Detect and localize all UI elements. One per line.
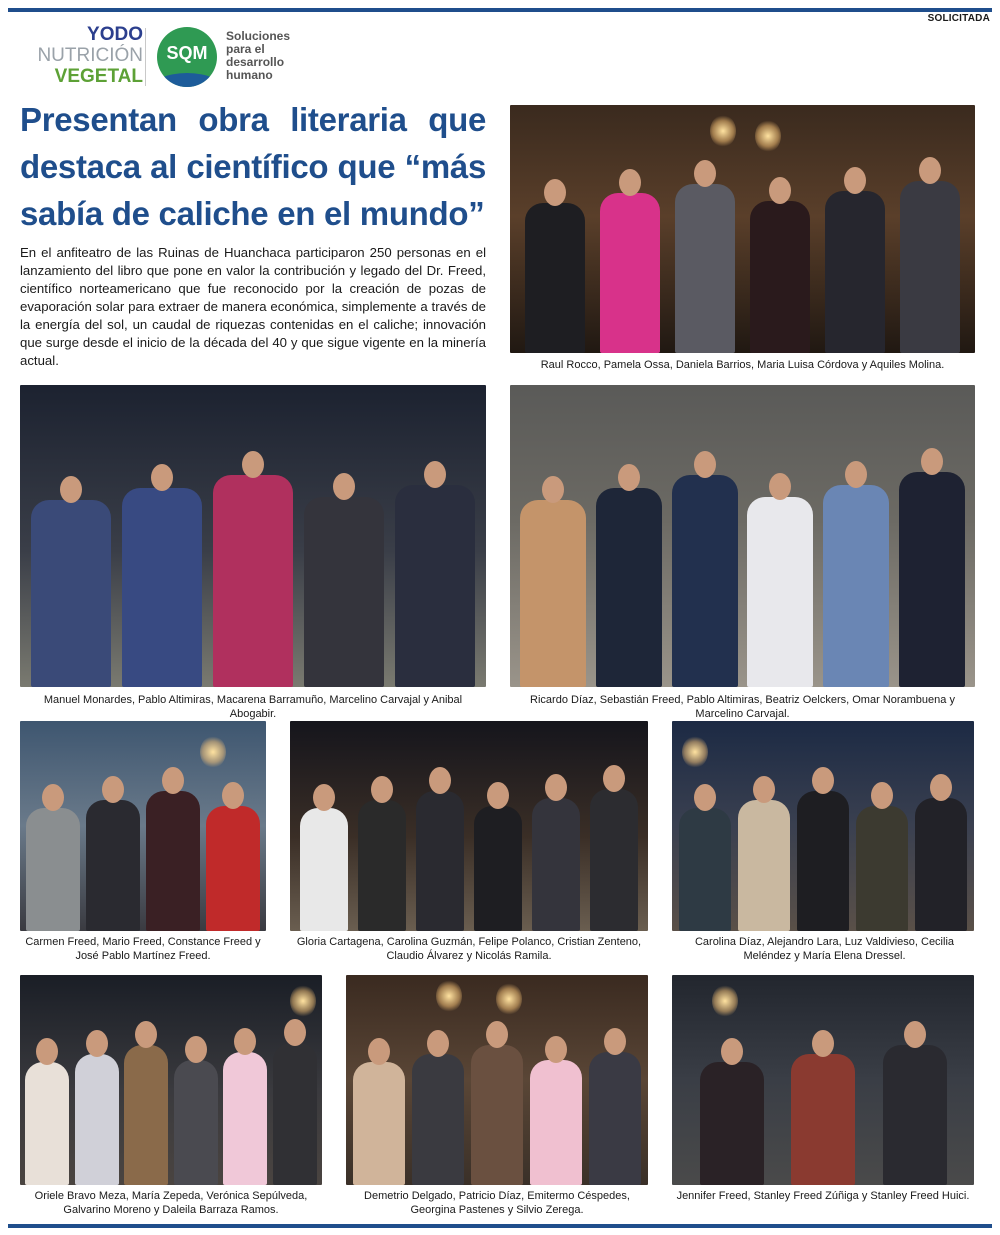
person-figure xyxy=(532,774,580,932)
event-photo-2 xyxy=(20,385,486,687)
person-body xyxy=(915,798,967,932)
person-figure xyxy=(395,461,475,688)
person-figure xyxy=(124,1021,168,1185)
person-body xyxy=(206,806,260,931)
person-body xyxy=(679,808,731,931)
brand-line-3: VEGETAL xyxy=(54,66,143,87)
person-figure xyxy=(679,784,731,931)
person-head xyxy=(721,1038,743,1065)
event-photo-4 xyxy=(20,721,266,931)
person-figure xyxy=(26,784,80,931)
person-head xyxy=(371,776,393,803)
person-body xyxy=(899,472,965,687)
person-head xyxy=(222,782,244,809)
person-figure xyxy=(900,157,960,353)
lamp-glow xyxy=(710,115,736,147)
brand-line-2: NUTRICIÓN xyxy=(37,45,143,66)
person-figure xyxy=(791,1030,855,1185)
article-headline: Presentan obra literaria que destaca al científico que “más sabía de caliche en el mundo” xyxy=(20,101,486,232)
person-figure xyxy=(747,473,813,687)
person-figure xyxy=(856,782,908,931)
person-figure xyxy=(474,782,522,931)
person-figure xyxy=(223,1028,267,1186)
photo-caption-8: Demetrio Delgado, Patricio Díaz, Emitermo Céspedes, Georgina Pastenes y Silvio Zerega. xyxy=(364,1190,630,1216)
person-figure xyxy=(675,160,735,353)
logo-text: SQM xyxy=(166,43,208,63)
person-body xyxy=(596,488,662,687)
event-photo-6 xyxy=(672,721,974,931)
person-figure xyxy=(122,464,202,687)
person-body xyxy=(31,500,111,687)
event-photo-3 xyxy=(510,385,975,687)
lamp-glow xyxy=(290,985,316,1017)
person-figure xyxy=(530,1036,582,1185)
person-body xyxy=(174,1060,218,1185)
person-body xyxy=(525,203,585,353)
lamp-glow xyxy=(496,983,522,1015)
person-head xyxy=(427,1030,449,1057)
person-body xyxy=(856,806,908,931)
person-figure xyxy=(300,784,348,931)
person-figure xyxy=(273,1019,317,1185)
person-body xyxy=(530,1060,582,1185)
person-head xyxy=(368,1038,390,1065)
person-body xyxy=(883,1045,947,1185)
person-figure xyxy=(823,461,889,688)
logo-wave-icon xyxy=(157,73,217,87)
person-body xyxy=(416,791,464,931)
brand-slogan: Soluciones para el desarrollo humano xyxy=(226,29,291,82)
person-body xyxy=(26,808,80,931)
top-rule xyxy=(8,8,992,12)
person-head xyxy=(604,1028,626,1055)
person-head xyxy=(234,1028,256,1055)
person-head xyxy=(930,774,952,801)
lamp-glow xyxy=(682,736,708,768)
person-figure xyxy=(600,169,660,353)
lamp-glow xyxy=(712,985,738,1017)
person-head xyxy=(618,464,640,491)
person-head xyxy=(333,473,355,500)
photo-caption-9: Jennifer Freed, Stanley Freed Zúñiga y Stanley Freed Huici. xyxy=(676,1190,970,1202)
person-figure xyxy=(525,179,585,353)
person-body xyxy=(25,1062,69,1185)
person-figure xyxy=(358,776,406,931)
person-head xyxy=(86,1030,108,1057)
photo-caption-7: Oriele Bravo Meza, María Zepeda, Verónica Sepúlveda, Galvarino Moreno y Daleila Barraza Ramos. xyxy=(34,1190,308,1216)
event-photo-9 xyxy=(672,975,974,1185)
event-photo-1 xyxy=(510,105,975,353)
person-body xyxy=(823,485,889,688)
person-head xyxy=(429,767,451,794)
person-figure xyxy=(86,776,140,931)
person-figure xyxy=(700,1038,764,1185)
person-head xyxy=(871,782,893,809)
person-figure xyxy=(797,767,849,931)
person-body xyxy=(747,497,813,687)
person-body xyxy=(304,497,384,687)
person-body xyxy=(700,1062,764,1185)
person-figure xyxy=(174,1036,218,1185)
person-head xyxy=(151,464,173,491)
person-body xyxy=(223,1052,267,1186)
person-body xyxy=(675,184,735,353)
person-body xyxy=(532,798,580,932)
person-body xyxy=(122,488,202,687)
person-figure xyxy=(915,774,967,932)
person-figure xyxy=(738,776,790,931)
person-figure xyxy=(213,451,293,687)
person-body xyxy=(797,791,849,931)
person-figure xyxy=(416,767,464,931)
lamp-glow xyxy=(755,120,781,152)
person-body xyxy=(471,1045,523,1185)
person-body xyxy=(791,1054,855,1185)
person-head xyxy=(135,1021,157,1048)
person-figure xyxy=(31,476,111,687)
person-head xyxy=(921,448,943,475)
person-body xyxy=(395,485,475,688)
article-lead: En el anfiteatro de las Ruinas de Huanchaca participaron 250 personas en el lanzamiento del libro que pone en valor la contribución y legado del Dr. Freed, científico norteamericano que fue reconocido por la creación de pozas de evaporación solar para extraer de manera económica, simplemente a través de la energía del sol, un caudal de riquezas contenidas en el caliche; innovación que surge desde el inicio de la década del 40 y que sigue vigente en la minería actual. xyxy=(20,245,486,368)
person-figure xyxy=(146,767,200,931)
person-body xyxy=(358,800,406,931)
person-head xyxy=(185,1036,207,1063)
person-figure xyxy=(596,464,662,687)
person-body xyxy=(300,808,348,931)
person-head xyxy=(919,157,941,184)
photo-caption-5: Gloria Cartagena, Carolina Guzmán, Felipe Polanco, Cristian Zenteno, Claudio Álvarez y Nicolás Ramila. xyxy=(296,936,642,962)
photo-caption-2: Manuel Monardes, Pablo Altimiras, Macarena Barramuño, Marcelino Carvajal y Anibal Abogabir. xyxy=(43,694,463,720)
person-head xyxy=(544,179,566,206)
person-body xyxy=(589,1052,641,1186)
person-body xyxy=(213,475,293,687)
person-body xyxy=(146,791,200,931)
person-head xyxy=(313,784,335,811)
photo-caption-6: Carolina Díaz, Alejandro Lara, Luz Valdivieso, Cecilia Meléndez y María Elena Dressel. xyxy=(694,936,955,962)
person-figure xyxy=(883,1021,947,1185)
person-head xyxy=(694,160,716,187)
person-figure xyxy=(353,1038,405,1185)
person-body xyxy=(273,1043,317,1185)
person-head xyxy=(844,167,866,194)
person-head xyxy=(60,476,82,503)
person-head xyxy=(487,782,509,809)
person-head xyxy=(162,767,184,794)
person-head xyxy=(284,1019,306,1046)
person-body xyxy=(672,475,738,687)
person-figure xyxy=(75,1030,119,1185)
person-head xyxy=(694,451,716,478)
person-head xyxy=(242,451,264,478)
person-body xyxy=(900,181,960,353)
section-tag: SOLICITADA xyxy=(927,13,990,24)
person-head xyxy=(424,461,446,488)
event-photo-7 xyxy=(20,975,322,1185)
event-photo-5 xyxy=(290,721,648,931)
person-figure xyxy=(590,765,638,931)
brand-wordmark xyxy=(18,24,143,87)
photo-caption-4: Carmen Freed, Mario Freed, Constance Freed y José Pablo Martínez Freed. xyxy=(25,936,261,962)
person-figure xyxy=(304,473,384,687)
person-body xyxy=(412,1054,464,1185)
bottom-rule xyxy=(8,1224,992,1228)
person-head xyxy=(542,476,564,503)
lamp-glow xyxy=(436,980,462,1012)
person-head xyxy=(486,1021,508,1048)
person-head xyxy=(545,774,567,801)
person-figure xyxy=(589,1028,641,1186)
person-body xyxy=(474,806,522,931)
sqm-logo xyxy=(157,27,217,87)
person-body xyxy=(825,191,885,353)
person-body xyxy=(124,1045,168,1185)
photo-caption-3: Ricardo Díaz, Sebastián Freed, Pablo Altimiras, Beatriz Oelckers, Omar Norambuena y Marcelino Carvajal. xyxy=(530,694,955,720)
person-head xyxy=(603,765,625,792)
person-figure xyxy=(206,782,260,931)
lamp-glow xyxy=(200,736,226,768)
person-head xyxy=(812,767,834,794)
person-figure xyxy=(25,1038,69,1185)
person-body xyxy=(86,800,140,931)
person-body xyxy=(738,800,790,931)
person-head xyxy=(619,169,641,196)
person-head xyxy=(753,776,775,803)
person-head xyxy=(694,784,716,811)
person-head xyxy=(42,784,64,811)
person-head xyxy=(769,177,791,204)
person-figure xyxy=(520,476,586,687)
brand-line-1: YODO xyxy=(87,24,143,45)
person-head xyxy=(769,473,791,500)
person-body xyxy=(75,1054,119,1185)
person-body xyxy=(590,789,638,931)
person-body xyxy=(520,500,586,687)
person-figure xyxy=(899,448,965,687)
person-body xyxy=(750,201,810,353)
person-head xyxy=(36,1038,58,1065)
person-body xyxy=(353,1062,405,1185)
person-head xyxy=(545,1036,567,1063)
person-head xyxy=(904,1021,926,1048)
person-head xyxy=(102,776,124,803)
person-head xyxy=(812,1030,834,1057)
person-figure xyxy=(672,451,738,687)
person-figure xyxy=(471,1021,523,1185)
event-photo-8 xyxy=(346,975,648,1185)
person-body xyxy=(600,193,660,353)
person-figure xyxy=(412,1030,464,1185)
brand-divider xyxy=(145,28,146,86)
person-head xyxy=(845,461,867,488)
person-figure xyxy=(750,177,810,353)
photo-caption-1: Raul Rocco, Pamela Ossa, Daniela Barrios, Maria Luisa Córdova y Aquiles Molina. xyxy=(540,359,945,371)
person-figure xyxy=(825,167,885,353)
